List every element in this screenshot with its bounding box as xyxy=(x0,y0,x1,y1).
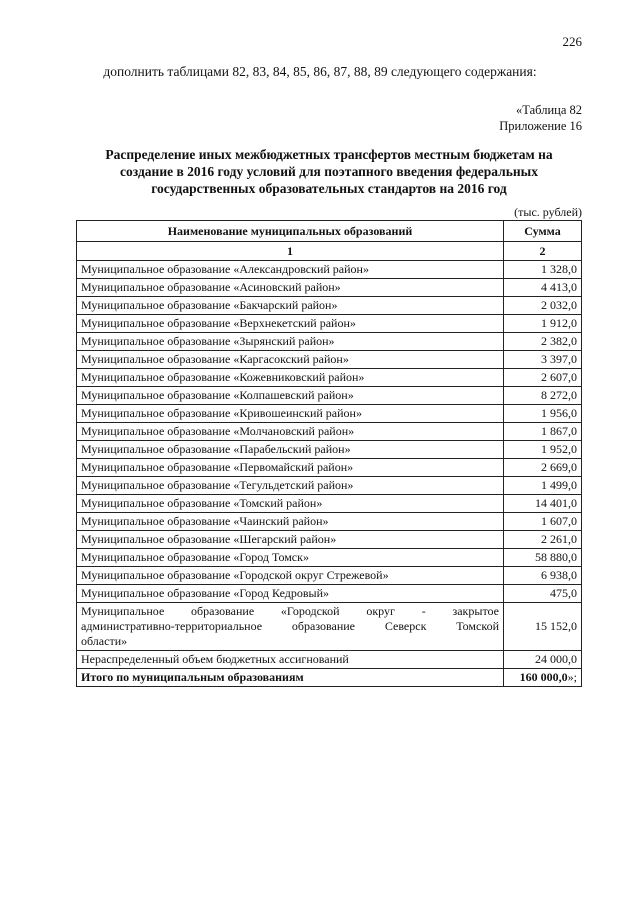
row-name: Муниципальное образование «Парабельский район» xyxy=(77,441,504,459)
intro-text: дополнить таблицами 82, 83, 84, 85, 86, 87, 88, 89 следующего содержания: xyxy=(103,64,537,79)
row-name: Муниципальное образование «Кожевниковский район» xyxy=(77,369,504,387)
row-name: Муниципальное образование «Бакчарский район» xyxy=(77,297,504,315)
row-amount: 1 607,0 xyxy=(504,513,582,531)
row-name: Муниципальное образование «Город Томск» xyxy=(77,549,504,567)
row-amount: 2 261,0 xyxy=(504,531,582,549)
total-label: Итого по муниципальным образованиям xyxy=(77,669,504,687)
row-amount: 2 032,0 xyxy=(504,297,582,315)
column-number-2: 2 xyxy=(504,242,582,261)
row-amount: 1 328,0 xyxy=(504,261,582,279)
table-caption xyxy=(499,102,582,134)
row-name-line: области» xyxy=(81,634,128,648)
row-amount: 3 397,0 xyxy=(504,351,582,369)
row-name: Муниципальное образование «Зырянский район» xyxy=(77,333,504,351)
page-number: 226 xyxy=(562,34,582,49)
table-row xyxy=(77,369,582,387)
row-name: Муниципальное образование «Тегульдетский район» xyxy=(77,477,504,495)
table-row xyxy=(77,315,582,333)
row-amount: 1 912,0 xyxy=(504,315,582,333)
table-row xyxy=(77,351,582,369)
row-amount: 4 413,0 xyxy=(504,279,582,297)
row-amount: 2 669,0 xyxy=(504,459,582,477)
table-row xyxy=(77,423,582,441)
row-name: Нераспределенный объем бюджетных ассигнований xyxy=(77,651,504,669)
transfers-table xyxy=(76,220,582,687)
document-title: Распределение иных межбюджетных трансфертов местным бюджетам на создание в 2016 году условий для поэтапного введения федеральных государственных образовательных стандартов на 2016 год xyxy=(105,147,553,196)
row-name: Муниципальное образование «Асиновский район» xyxy=(77,279,504,297)
table-row xyxy=(77,585,582,603)
row-amount: 1 956,0 xyxy=(504,405,582,423)
row-name: Муниципальное образование «Колпашевский район» xyxy=(77,387,504,405)
row-name-line: Муниципальное образование «Городской округ - закрытое xyxy=(81,604,499,618)
row-name: Муниципальное образование «Томский район» xyxy=(77,495,504,513)
table-row-seversk xyxy=(77,603,582,651)
appendix-label: Приложение 16 xyxy=(499,119,582,133)
table-row xyxy=(77,459,582,477)
table-label: «Таблица 82 xyxy=(516,103,582,117)
total-amount xyxy=(504,669,582,687)
table-row xyxy=(77,477,582,495)
row-amount: 475,0 xyxy=(504,585,582,603)
row-name-line: административно-территориальное образование Северск Томской xyxy=(81,619,499,633)
row-amount: 6 938,0 xyxy=(504,567,582,585)
table-row xyxy=(77,567,582,585)
row-name: Муниципальное образование «Первомайский район» xyxy=(77,459,504,477)
row-amount: 1 499,0 xyxy=(504,477,582,495)
row-amount: 15 152,0 xyxy=(504,603,582,651)
row-name: Муниципальное образование «Молчановский район» xyxy=(77,423,504,441)
table-row xyxy=(77,387,582,405)
units-label: (тыс. рублей) xyxy=(514,205,582,219)
total-suffix: »; xyxy=(567,670,577,684)
row-amount: 1 952,0 xyxy=(504,441,582,459)
row-name: Муниципальное образование «Александровский район» xyxy=(77,261,504,279)
table-row-unallocated xyxy=(77,651,582,669)
table-row xyxy=(77,513,582,531)
row-amount: 2 382,0 xyxy=(504,333,582,351)
row-amount: 1 867,0 xyxy=(504,423,582,441)
table-row xyxy=(77,297,582,315)
row-amount: 8 272,0 xyxy=(504,387,582,405)
row-name: Муниципальное образование «Верхнекетский район» xyxy=(77,315,504,333)
table-row-total xyxy=(77,669,582,687)
row-amount: 2 607,0 xyxy=(504,369,582,387)
table-row xyxy=(77,495,582,513)
column-header-name: Наименование муниципальных образований xyxy=(77,221,504,242)
row-name: Муниципальное образование «Кривошеинский район» xyxy=(77,405,504,423)
row-name: Муниципальное образование «Шегарский район» xyxy=(77,531,504,549)
row-name: Муниципальное образование «Каргасокский район» xyxy=(77,351,504,369)
row-name xyxy=(77,603,504,651)
table-row xyxy=(77,279,582,297)
table-row xyxy=(77,333,582,351)
table-header-row xyxy=(77,221,582,242)
row-name: Муниципальное образование «Город Кедровый» xyxy=(77,585,504,603)
row-amount: 58 880,0 xyxy=(504,549,582,567)
table-row xyxy=(77,405,582,423)
table-row xyxy=(77,441,582,459)
row-name: Муниципальное образование «Городской округ Стрежевой» xyxy=(77,567,504,585)
table-row xyxy=(77,261,582,279)
column-number-1: 1 xyxy=(77,242,504,261)
row-amount: 24 000,0 xyxy=(504,651,582,669)
table-row xyxy=(77,531,582,549)
column-number-row xyxy=(77,242,582,261)
table-row xyxy=(77,549,582,567)
total-value: 160 000,0 xyxy=(519,670,568,684)
row-amount: 14 401,0 xyxy=(504,495,582,513)
row-name: Муниципальное образование «Чаинский район» xyxy=(77,513,504,531)
column-header-amount: Сумма xyxy=(504,221,582,242)
